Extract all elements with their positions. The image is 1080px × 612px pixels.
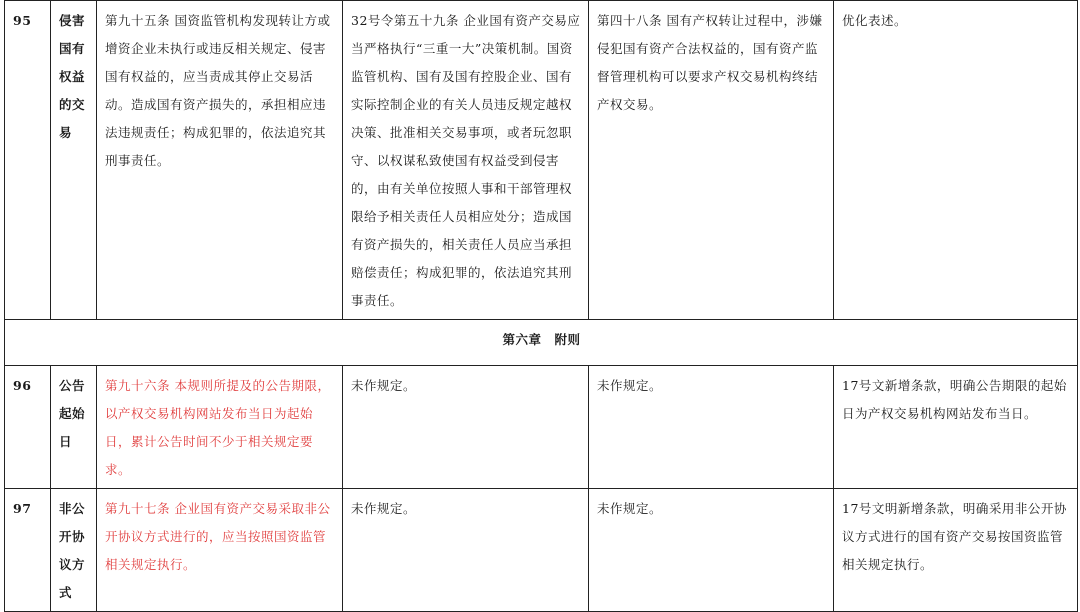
- note-text: 17号文新增条款，明确公告期限的起始日为产权交易机构网站发布当日。: [834, 366, 1078, 489]
- old-measure-text: 未作规定。: [589, 489, 834, 612]
- note-text: 优化表述。: [834, 1, 1078, 320]
- row-topic: 侵害国有权益的交易: [51, 1, 97, 320]
- row-topic: 公告起始日: [51, 366, 97, 489]
- table-row: [5, 489, 1078, 612]
- row-topic: 非公开协议方式: [51, 489, 97, 612]
- old-measure-text: 未作规定。: [589, 366, 834, 489]
- table-row: [5, 366, 1078, 489]
- new-rule-text: 第九十五条 国资监管机构发现转让方或增资企业未执行或违反相关规定、侵害国有权益的，应当责成其停止交易活动。造成国有资产损失的，承担相应违法违规责任；构成犯罪的，依法追究其刑事责任。: [97, 1, 343, 320]
- table-row: [5, 1, 1078, 320]
- old-measure-text: 第四十八条 国有产权转让过程中，涉嫌侵犯国有资产合法权益的，国有资产监督管理机构可以要求产权交易机构终结产权交易。: [589, 1, 834, 320]
- row-number: 97: [5, 489, 51, 612]
- note-text: 17号文明新增条款，明确采用非公开协议方式进行的国有资产交易按国资监管相关规定执行。: [834, 489, 1078, 612]
- new-rule-text: 第九十六条 本规则所提及的公告期限，以产权交易机构网站发布当日为起始日，累计公告时间不少于相关规定要求。: [97, 366, 343, 489]
- order-32-text: 未作规定。: [343, 489, 589, 612]
- new-rule-text: 第九十七条 企业国有资产交易采取非公开协议方式进行的，应当按照国资监管相关规定执行。: [97, 489, 343, 612]
- order-32-text: 未作规定。: [343, 366, 589, 489]
- row-number: 96: [5, 366, 51, 489]
- regulation-comparison-table: [4, 0, 1078, 612]
- chapter-heading: 第六章 附则: [5, 320, 1078, 366]
- row-number: 95: [5, 1, 51, 320]
- chapter-row: [5, 320, 1078, 366]
- order-32-text: 32号令第五十九条 企业国有资产交易应当严格执行“三重一大”决策机制。国资监管机构、国有及国有控股企业、国有实际控制企业的有关人员违反规定越权决策、批准相关交易事项，或者玩忽职守、以权谋私致使国有权益受到侵害的，由有关单位按照人事和干部管理权限给予相关责任人员相应处分；造成国有资产损失的，相关责任人员应当承担赔偿责任；构成犯罪的，依法追究其刑事责任。: [343, 1, 589, 320]
